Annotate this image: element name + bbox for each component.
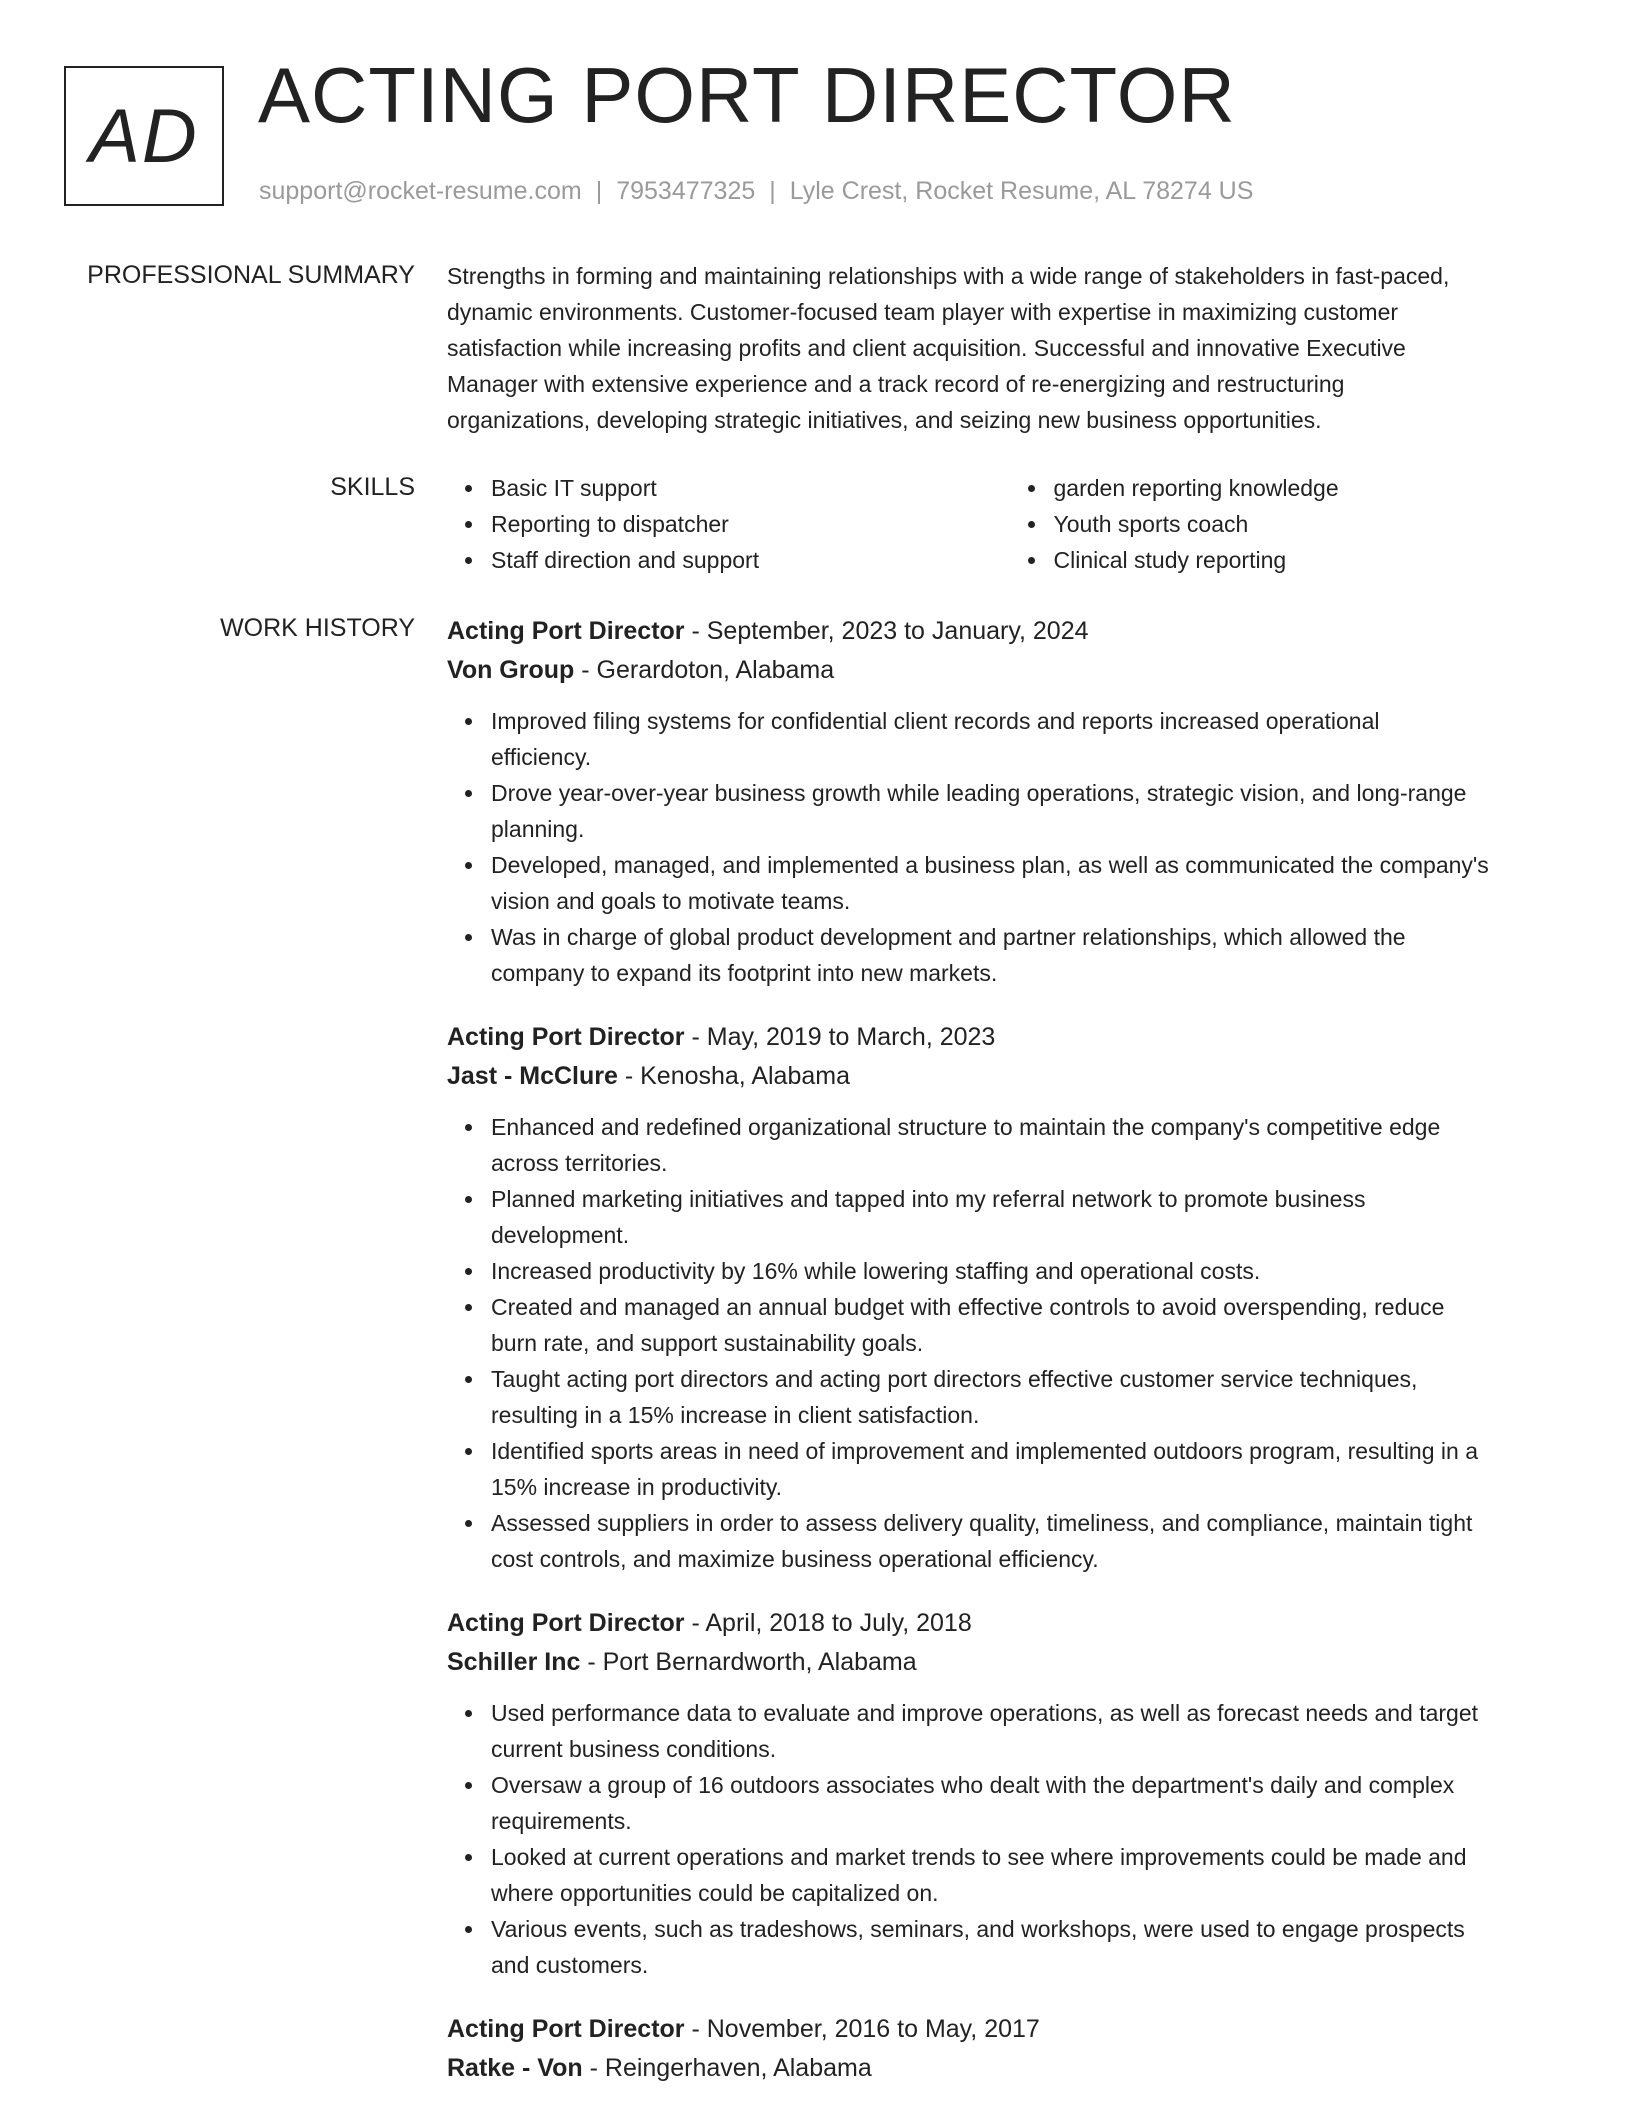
contact-phone[interactable]: 7953477325	[616, 177, 756, 205]
job-title: Acting Port Director	[447, 1609, 685, 1637]
job-title-line	[447, 1017, 1572, 1057]
bullet-line: Identified sports areas in need of improvement and implemented outdoors program, resulting in a	[491, 1438, 1478, 1464]
bullet-line: cost controls, and maximize business operational efficiency.	[491, 1546, 1099, 1572]
summary-heading: PROFESSIONAL SUMMARY	[87, 261, 415, 289]
job-dash: -	[684, 617, 707, 645]
job-location: Kenosha, Alabama	[640, 1062, 850, 1090]
skill-item: Basic IT support	[491, 470, 1010, 506]
bullet-line: Used performance data to evaluate and improve operations, as well as forecast needs and target	[491, 1700, 1479, 1726]
bullet-line: across territories.	[491, 1150, 668, 1176]
job-company-line	[447, 1643, 1572, 1681]
summary-line: organizations, developing strategic initiatives, and seizing new business opportunities.	[447, 407, 1322, 433]
job-bullet	[491, 1109, 1572, 1181]
job-bullet	[491, 1181, 1572, 1253]
job-company: Von Group	[447, 656, 575, 684]
skills-body	[447, 470, 1572, 578]
job-entry	[447, 1603, 1572, 1983]
job-title: Acting Port Director	[447, 2015, 685, 2043]
monogram-badge: AD	[64, 66, 224, 206]
summary-paragraph	[447, 258, 1572, 438]
summary-line: Manager with extensive experience and a track record of re-energizing and restructuring	[447, 371, 1345, 397]
job-location: Reingerhaven, Alabama	[604, 2054, 872, 2082]
job-bullet	[491, 1505, 1572, 1577]
job-bullet	[491, 847, 1572, 919]
bullet-line: efficiency.	[491, 744, 592, 770]
bullet-line: and customers.	[491, 1952, 649, 1978]
bullet-line: Assessed suppliers in order to assess delivery quality, timeliness, and compliance, maintain tight	[491, 1510, 1473, 1536]
job-bullets	[447, 1695, 1572, 1983]
job-title-line	[447, 611, 1572, 651]
job-entry	[447, 1017, 1572, 1577]
contact-address: Lyle Crest, Rocket Resume, AL 78274 US	[789, 177, 1254, 205]
job-bullet	[491, 1911, 1572, 1983]
job-company-line	[447, 651, 1572, 689]
work-history-heading: WORK HISTORY	[220, 614, 415, 642]
skill-item: garden reporting knowledge	[1054, 470, 1573, 506]
contact-email[interactable]: support@rocket-resume.com	[259, 177, 582, 205]
skill-item: Youth sports coach	[1054, 506, 1573, 542]
job-bullet	[491, 1839, 1572, 1911]
job-company: Schiller Inc	[447, 1648, 581, 1676]
work-history-body	[447, 611, 1572, 2087]
job-dates: November, 2016 to May, 2017	[706, 2015, 1040, 2043]
bullet-line: Looked at current operations and market trends to see where improvements could be made and	[491, 1844, 1467, 1870]
skills-column-left	[447, 470, 1010, 578]
bullet-line: development.	[491, 1222, 630, 1248]
job-bullet	[491, 703, 1572, 775]
contact-line	[259, 176, 1253, 206]
bullet-line: requirements.	[491, 1808, 632, 1834]
job-company: Ratke - Von	[447, 2054, 583, 2082]
job-dash: -	[684, 1023, 707, 1051]
bullet-line: current business conditions.	[491, 1736, 777, 1762]
job-entry	[447, 611, 1572, 991]
contact-separator: |	[595, 177, 603, 205]
bullet-line: Improved filing systems for confidential client records and reports increased operational	[491, 708, 1380, 734]
job-bullet	[491, 1695, 1572, 1767]
bullet-line: burn rate, and support sustainability goals.	[491, 1330, 924, 1356]
job-dash: -	[617, 1062, 641, 1090]
job-bullets	[447, 703, 1572, 991]
bullet-line: planning.	[491, 816, 585, 842]
job-dates: April, 2018 to July, 2018	[705, 1609, 972, 1637]
bullet-line: company to expand its footprint into new markets.	[491, 960, 998, 986]
bullet-line: Created and managed an annual budget with effective controls to avoid overspending, reduce	[491, 1294, 1445, 1320]
job-bullet	[491, 1433, 1572, 1505]
job-location: Port Bernardworth, Alabama	[602, 1648, 917, 1676]
summary-line: satisfaction while increasing profits and client acquisition. Successful and innovative Executive	[447, 335, 1406, 361]
summary-body	[447, 258, 1572, 438]
bullet-line: where opportunities could be capitalized on.	[491, 1880, 939, 1906]
bullet-line: Oversaw a group of 16 outdoors associates who dealt with the department's daily and complex	[491, 1772, 1455, 1798]
job-bullet	[491, 1289, 1572, 1361]
summary-line: dynamic environments. Customer-focused team player with expertise in maximizing customer	[447, 299, 1399, 325]
skill-item: Clinical study reporting	[1054, 542, 1573, 578]
job-bullet	[491, 919, 1572, 991]
job-title: Acting Port Director	[447, 1023, 685, 1051]
job-bullet	[491, 1253, 1572, 1289]
job-entry	[447, 2009, 1572, 2087]
job-bullets	[447, 1109, 1572, 1577]
job-title-line	[447, 1603, 1572, 1643]
bullet-line: Drove year-over-year business growth while leading operations, strategic vision, and long-range	[491, 780, 1467, 806]
job-dash: -	[684, 1609, 706, 1637]
job-company-line	[447, 2049, 1572, 2087]
skill-item: Reporting to dispatcher	[491, 506, 1010, 542]
job-dash: -	[574, 656, 597, 684]
bullet-line: Enhanced and redefined organizational structure to maintain the company's competitive edge	[491, 1114, 1441, 1140]
skills-heading: SKILLS	[330, 473, 415, 501]
job-company-line	[447, 1057, 1572, 1095]
job-dates: May, 2019 to March, 2023	[706, 1023, 996, 1051]
job-location: Gerardoton, Alabama	[596, 656, 835, 684]
candidate-name: ACTING PORT DIRECTOR	[258, 51, 1236, 139]
summary-line: Strengths in forming and maintaining relationships with a wide range of stakeholders in fast-paced,	[447, 263, 1450, 289]
job-dates: September, 2023 to January, 2024	[706, 617, 1089, 645]
job-dash: -	[582, 2054, 605, 2082]
job-title-line	[447, 2009, 1572, 2049]
contact-separator: |	[769, 177, 776, 205]
bullet-line: Various events, such as tradeshows, seminars, and workshops, were used to engage prospects	[491, 1916, 1465, 1942]
job-bullet	[491, 1361, 1572, 1433]
bullet-line: Increased productivity by 16% while lowering staffing and operational costs.	[491, 1258, 1261, 1284]
bullet-line: 15% increase in productivity.	[491, 1474, 783, 1500]
job-dash: -	[684, 2015, 707, 2043]
job-dash: -	[580, 1648, 603, 1676]
bullet-line: Developed, managed, and implemented a business plan, as well as communicated the company's	[491, 852, 1489, 878]
bullet-line: Was in charge of global product development and partner relationships, which allowed the	[491, 924, 1406, 950]
skill-item: Staff direction and support	[491, 542, 1010, 578]
job-bullet	[491, 775, 1572, 847]
skills-column-right	[1010, 470, 1573, 578]
job-company: Jast - McClure	[447, 1062, 618, 1090]
bullet-line: Planned marketing initiatives and tapped into my referral network to promote business	[491, 1186, 1366, 1212]
job-bullet	[491, 1767, 1572, 1839]
bullet-line: Taught acting port directors and acting port directors effective customer service techniques,	[491, 1366, 1418, 1392]
bullet-line: resulting in a 15% increase in client satisfaction.	[491, 1402, 980, 1428]
job-title: Acting Port Director	[447, 617, 685, 645]
bullet-line: vision and goals to motivate teams.	[491, 888, 851, 914]
skills-grid	[447, 470, 1572, 578]
